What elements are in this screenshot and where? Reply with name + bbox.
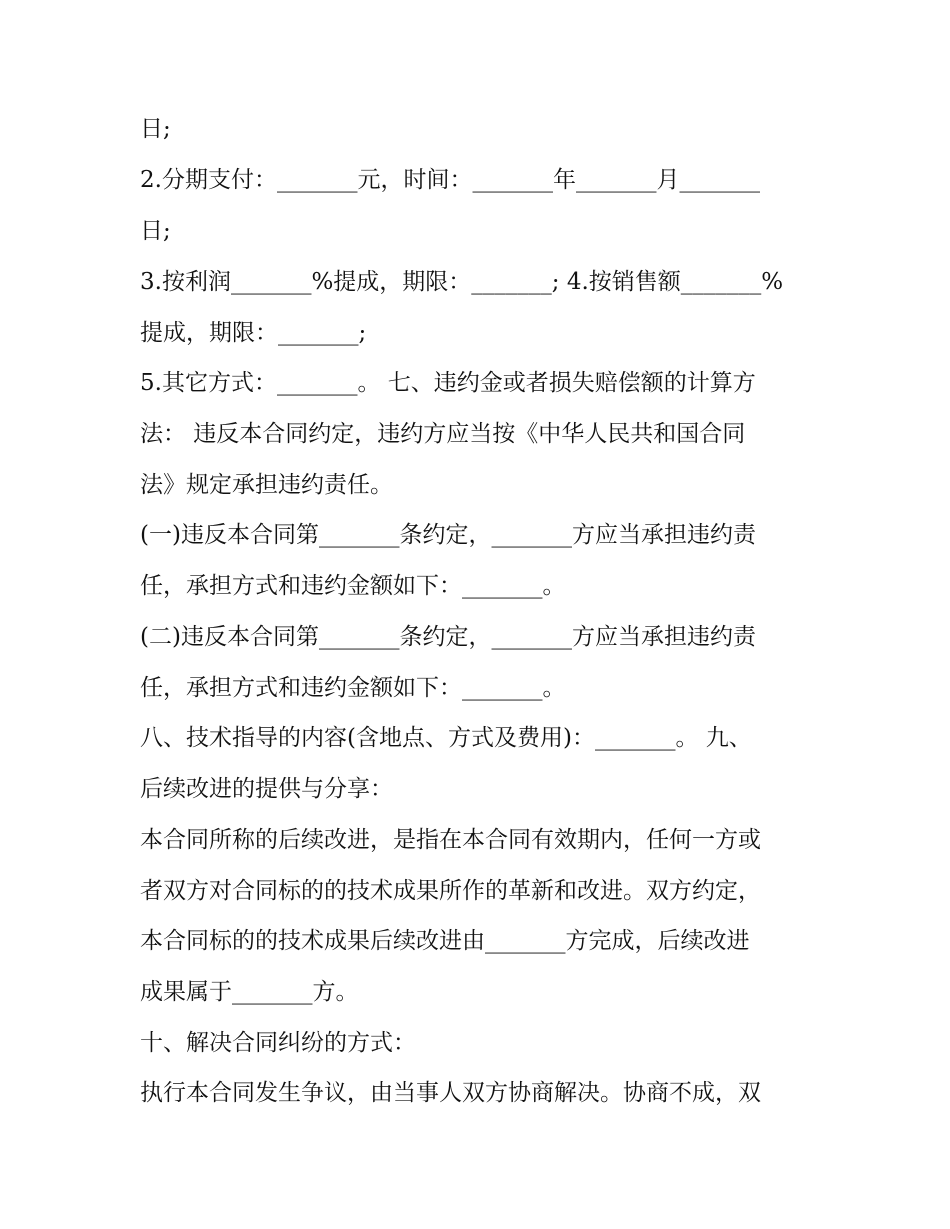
text-line: 日; (140, 218, 171, 244)
text-line: 5.其它方式：_______。 七、违约金或者损失赔偿额的计算方 (140, 370, 756, 396)
text-line: 者双方对合同标的的技术成果所作的革新和改进。双方约定， (140, 878, 761, 904)
text-line: 2.分期支付：_______元，时间：_______年_______月_______ (140, 167, 760, 193)
text-line: 本合同所称的后续改进，是指在本合同有效期内，任何一方或 (140, 827, 761, 853)
text-line: 后续改进的提供与分享： (140, 776, 393, 802)
text-line: 任，承担方式和违约金额如下：_______。 (140, 675, 566, 701)
text-line: 八、技术指导的内容(含地点、方式及费用)：_______。 九、 (140, 725, 752, 751)
text-line: (二)违反本合同第_______条约定，_______方应当承担违约责 (140, 624, 756, 650)
text-line: 任，承担方式和违约金额如下：_______。 (140, 573, 566, 599)
text-line: (一)违反本合同第_______条约定，_______方应当承担违约责 (140, 522, 756, 548)
text-line: 执行本合同发生争议，由当事人双方协商解决。协商不成，双 (140, 1080, 761, 1106)
text-line: 本合同标的的技术成果后续改进由_______方完成，后续改进 (140, 928, 750, 954)
text-line: 日; (140, 116, 171, 142)
text-line: 法》规定承担违约责任。 (140, 472, 393, 498)
text-line: 提成，期限：_______; (140, 320, 367, 346)
text-line: 3.按利润_______%提成，期限：_______; 4.按销售额_______% (140, 269, 784, 295)
text-line: 十、解决合同纠纷的方式： (140, 1030, 416, 1056)
text-line: 法： 违反本合同约定，违约方应当按《中华人民共和国合同 (140, 421, 746, 447)
text-line: 成果属于_______方。 (140, 979, 359, 1005)
